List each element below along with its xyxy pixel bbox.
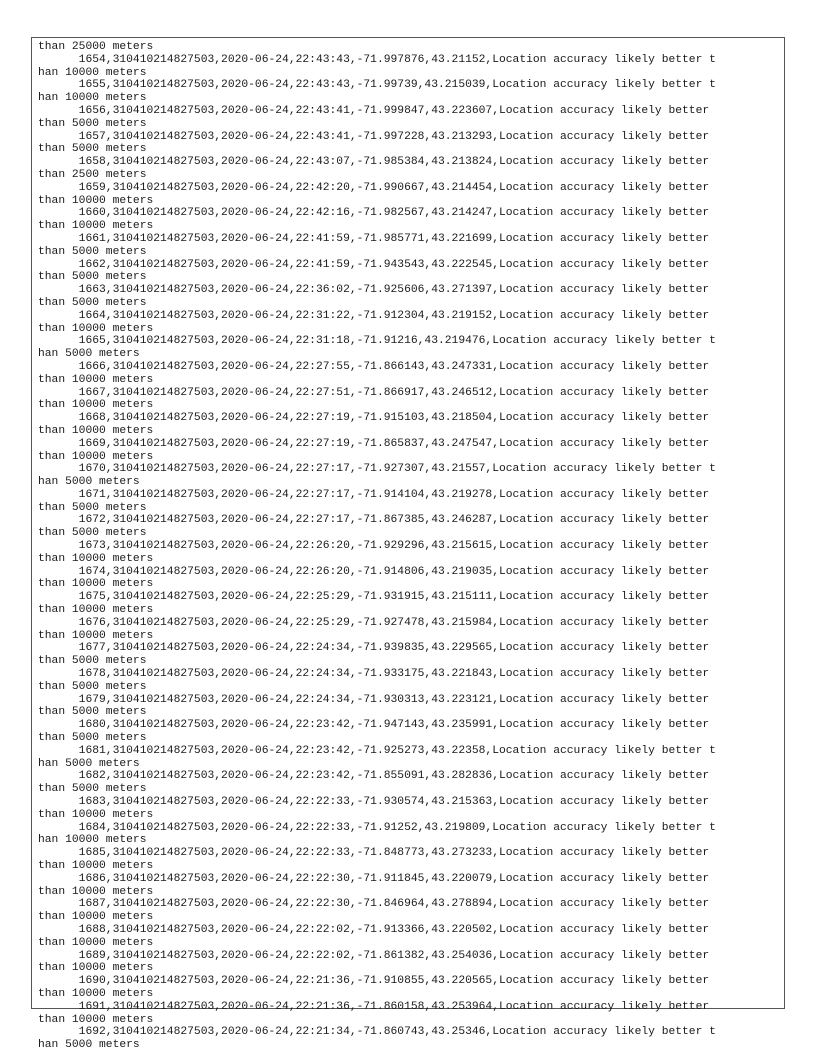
- log-line: than 10000 meters: [38, 322, 154, 335]
- log-line: than 5000 meters: [38, 706, 147, 719]
- log-line: than 10000 meters: [38, 1013, 154, 1026]
- log-line: 1657,310410214827503,2020-06-24,22:43:41,-71.997228,43.213293,Location accuracy likely better: [38, 130, 710, 143]
- log-line: 1669,310410214827503,2020-06-24,22:27:19,-71.865837,43.247547,Location accuracy likely better: [38, 437, 710, 450]
- log-line: than 5000 meters: [38, 527, 147, 540]
- log-line: 1670,310410214827503,2020-06-24,22:27:17,-71.927307,43.21557,Location accuracy likely better t: [38, 463, 716, 476]
- log-line: han 5000 meters: [38, 476, 140, 489]
- log-line: than 10000 meters: [38, 194, 154, 207]
- log-line: 1682,310410214827503,2020-06-24,22:23:42,-71.855091,43.282836,Location accuracy likely better: [38, 770, 710, 783]
- log-line: 1692,310410214827503,2020-06-24,22:21:34,-71.860743,43.25346,Location accuracy likely better t: [38, 1026, 716, 1039]
- log-line: 1671,310410214827503,2020-06-24,22:27:17,-71.914104,43.219278,Location accuracy likely better: [38, 488, 710, 501]
- log-line: than 5000 meters: [38, 680, 147, 693]
- log-line: than 10000 meters: [38, 373, 154, 386]
- log-line: 1687,310410214827503,2020-06-24,22:22:30,-71.846964,43.278894,Location accuracy likely better: [38, 898, 710, 911]
- log-line: 1674,310410214827503,2020-06-24,22:26:20,-71.914806,43.219035,Location accuracy likely better: [38, 565, 710, 578]
- log-line: 1679,310410214827503,2020-06-24,22:24:34,-71.930313,43.223121,Location accuracy likely better: [38, 693, 710, 706]
- log-line: than 5000 meters: [38, 732, 147, 745]
- log-line: than 10000 meters: [38, 552, 154, 565]
- log-line: than 10000 meters: [38, 578, 154, 591]
- log-line: 1690,310410214827503,2020-06-24,22:21:36,-71.910855,43.220565,Location accuracy likely better: [38, 975, 710, 988]
- log-line: 1660,310410214827503,2020-06-24,22:42:16,-71.982567,43.214247,Location accuracy likely better: [38, 207, 710, 220]
- log-line: 1665,310410214827503,2020-06-24,22:31:18,-71.91216,43.219476,Location accuracy likely better t: [38, 335, 716, 348]
- log-line: 1689,310410214827503,2020-06-24,22:22:02,-71.861382,43.254036,Location accuracy likely better: [38, 949, 710, 962]
- log-line: than 10000 meters: [38, 911, 154, 924]
- log-line: 1661,310410214827503,2020-06-24,22:41:59,-71.985771,43.221699,Location accuracy likely better: [38, 232, 710, 245]
- log-line: 1658,310410214827503,2020-06-24,22:43:07,-71.985384,43.213824,Location accuracy likely better: [38, 156, 710, 169]
- log-line: 1675,310410214827503,2020-06-24,22:25:29,-71.931915,43.215111,Location accuracy likely better: [38, 591, 710, 604]
- log-line: 1668,310410214827503,2020-06-24,22:27:19,-71.915103,43.218504,Location accuracy likely better: [38, 412, 710, 425]
- log-line: than 5000 meters: [38, 245, 147, 258]
- log-line: 1666,310410214827503,2020-06-24,22:27:55,-71.866143,43.247331,Location accuracy likely better: [38, 360, 710, 373]
- log-line: than 25000 meters: [38, 41, 154, 53]
- log-line: han 10000 meters: [38, 834, 147, 847]
- log-line: than 5000 meters: [38, 655, 147, 668]
- log-line: than 10000 meters: [38, 424, 154, 437]
- log-line: than 5000 meters: [38, 296, 147, 309]
- log-line: than 10000 meters: [38, 860, 154, 872]
- log-line: 1664,310410214827503,2020-06-24,22:31:22,-71.912304,43.219152,Location accuracy likely better: [38, 309, 710, 322]
- log-line: han 10000 meters: [38, 92, 147, 105]
- log-line: 1684,310410214827503,2020-06-24,22:22:33,-71.91252,43.219809,Location accuracy likely better t: [38, 821, 716, 834]
- log-line: than 5000 meters: [38, 271, 147, 284]
- log-line: 1688,310410214827503,2020-06-24,22:22:02,-71.913366,43.220502,Location accuracy likely better: [38, 923, 710, 936]
- log-line: than 10000 meters: [38, 450, 154, 463]
- log-line: 1686,310410214827503,2020-06-24,22:22:30,-71.911845,43.220079,Location accuracy likely better: [38, 872, 710, 885]
- log-line: 1655,310410214827503,2020-06-24,22:43:43,-71.99739,43.215039,Location accuracy likely better t: [38, 79, 716, 92]
- log-line: 1662,310410214827503,2020-06-24,22:41:59,-71.943543,43.222545,Location accuracy likely better: [38, 258, 710, 271]
- log-line: than 5000 meters: [38, 501, 147, 514]
- log-line: 1656,310410214827503,2020-06-24,22:43:41,-71.999847,43.223607,Location accuracy likely better: [38, 104, 710, 117]
- log-line: 1676,310410214827503,2020-06-24,22:25:29,-71.927478,43.215984,Location accuracy likely better: [38, 616, 710, 629]
- log-line: han 5000 meters: [38, 757, 140, 770]
- log-line: than 5000 meters: [38, 143, 147, 156]
- log-line: than 10000 meters: [38, 808, 154, 821]
- log-line: 1659,310410214827503,2020-06-24,22:42:20,-71.990667,43.214454,Location accuracy likely better: [38, 181, 710, 194]
- log-line: than 5000 meters: [38, 783, 147, 796]
- log-line: 1673,310410214827503,2020-06-24,22:26:20,-71.929296,43.215615,Location accuracy likely better: [38, 540, 710, 553]
- log-line: 1654,310410214827503,2020-06-24,22:43:43,-71.997876,43.21152,Location accuracy likely better t: [38, 53, 716, 66]
- log-line: 1672,310410214827503,2020-06-24,22:27:17,-71.867385,43.246287,Location accuracy likely better: [38, 514, 710, 527]
- log-line: than 10000 meters: [38, 962, 154, 975]
- log-line: 1683,310410214827503,2020-06-24,22:22:33,-71.930574,43.215363,Location accuracy likely better: [38, 796, 710, 809]
- log-line: than 10000 meters: [38, 936, 154, 949]
- log-line: than 10000 meters: [38, 399, 154, 412]
- log-text-block: [32, 38, 784, 1052]
- log-line: 1685,310410214827503,2020-06-24,22:22:33,-71.848773,43.273233,Location accuracy likely better: [38, 847, 710, 860]
- log-line: 1681,310410214827503,2020-06-24,22:23:42,-71.925273,43.22358,Location accuracy likely better t: [38, 744, 716, 757]
- log-line: 1678,310410214827503,2020-06-24,22:24:34,-71.933175,43.221843,Location accuracy likely better: [38, 668, 710, 681]
- log-line: than 5000 meters: [38, 117, 147, 130]
- log-line: han 5000 meters: [38, 348, 140, 361]
- log-line: than 10000 meters: [38, 885, 154, 898]
- log-line: than 2500 meters: [38, 168, 147, 181]
- log-line: 1667,310410214827503,2020-06-24,22:27:51,-71.866917,43.246512,Location accuracy likely better: [38, 386, 710, 399]
- log-line: 1680,310410214827503,2020-06-24,22:23:42,-71.947143,43.235991,Location accuracy likely better: [38, 719, 710, 732]
- log-line: than 10000 meters: [38, 987, 154, 1000]
- document-frame: [31, 37, 785, 1052]
- log-line: than 10000 meters: [38, 220, 154, 233]
- log-line: han 10000 meters: [38, 66, 147, 79]
- log-line: 1691,310410214827503,2020-06-24,22:21:36,-71.860158,43.253964,Location accuracy likely better: [38, 1000, 710, 1013]
- log-line: than 10000 meters: [38, 629, 154, 642]
- log-line: 1677,310410214827503,2020-06-24,22:24:34,-71.939835,43.229565,Location accuracy likely better: [38, 642, 710, 655]
- log-line: 1663,310410214827503,2020-06-24,22:36:02,-71.925606,43.271397,Location accuracy likely better: [38, 284, 710, 297]
- log-line: than 10000 meters: [38, 604, 154, 617]
- log-line: han 5000 meters: [38, 1039, 140, 1052]
